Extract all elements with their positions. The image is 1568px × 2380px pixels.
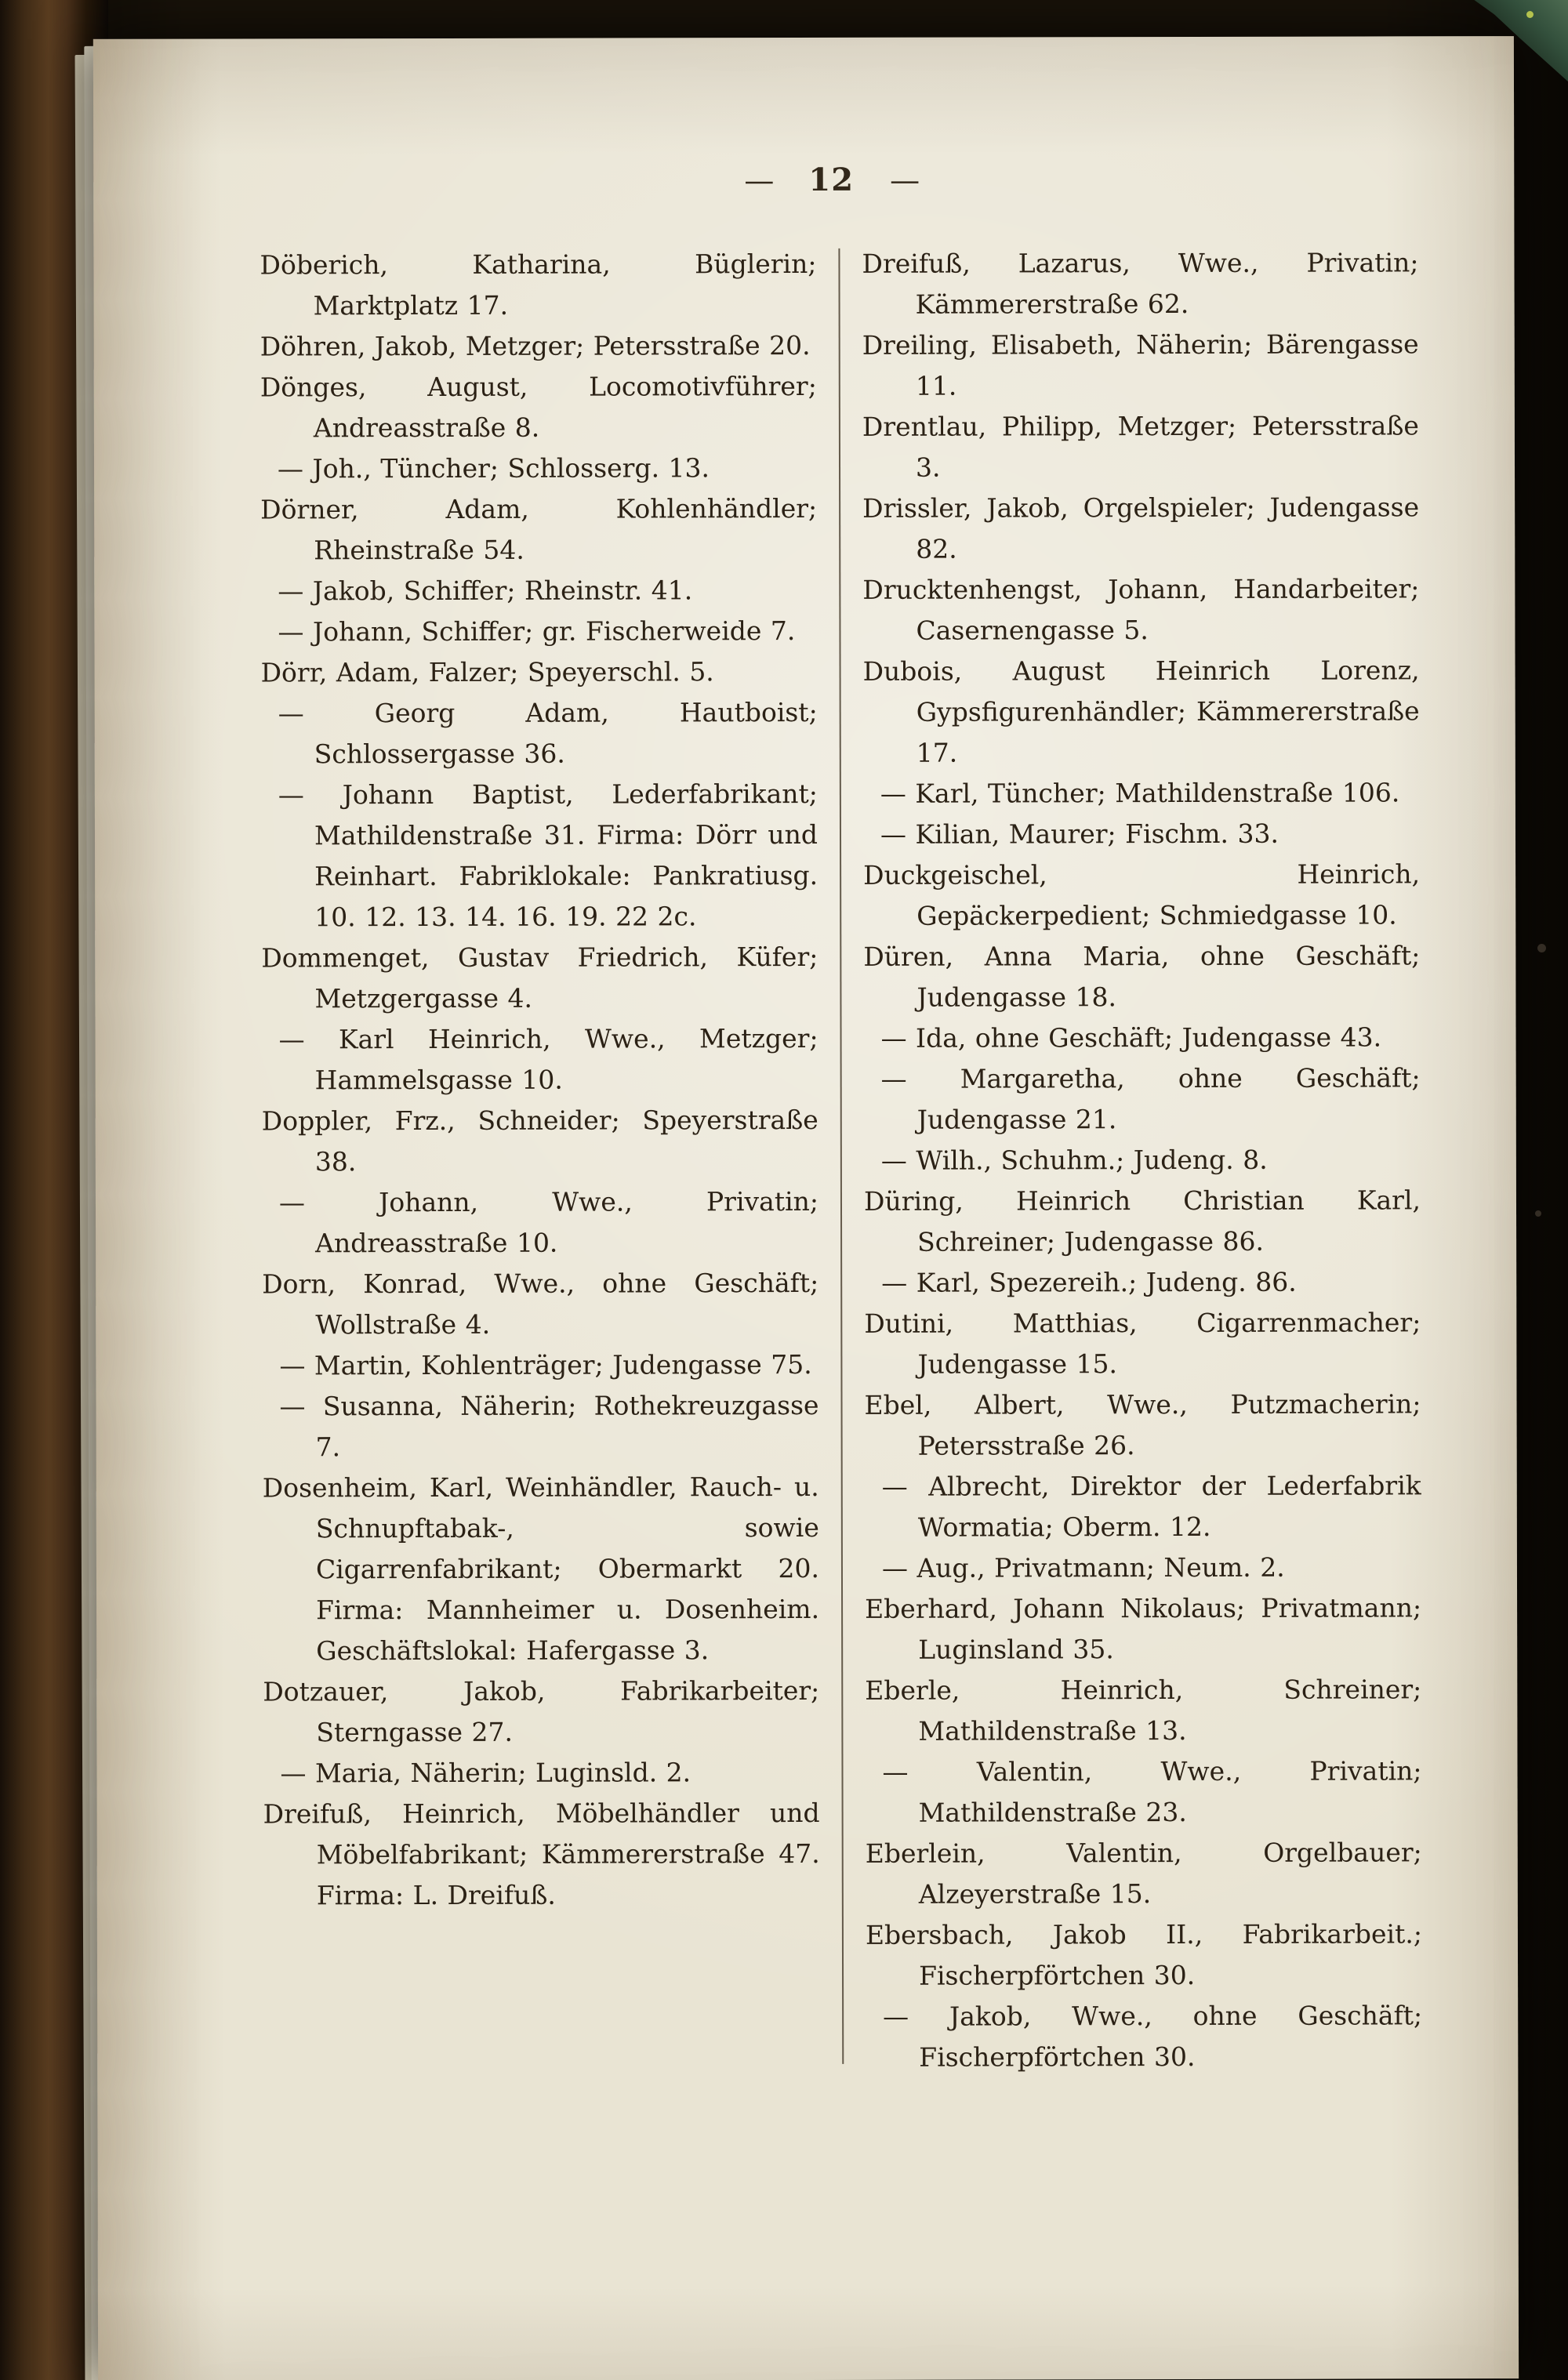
book-page [93,36,1519,2380]
directory-subentry: — Valentin, Wwe., Privatin; Mathildenstraße 23. [882,1755,1422,1828]
directory-entry: Dorn, Konrad, Wwe., ohne Geschäft; Wollstraße 4. [262,1267,819,1341]
directory-entry: Drentlau, Philipp, Metzger; Petersstraße 3. [862,410,1419,483]
directory-subentry: — Susanna, Näherin; Rothekreuzgasse 7. [279,1389,819,1463]
directory-subentry: — Karl, Spezereih.; Judeng. 86. [881,1266,1297,1298]
directory-entry: Dönges, August, Locomotivführer; Andreasstraße 8. [260,370,817,444]
directory-subentry: — Martin, Kohlenträger; Judengasse 75. [279,1348,812,1381]
directory-subentry: — Joh., Tüncher; Schlosserg. 13. [277,452,710,484]
directory-subentry: — Maria, Näherin; Luginsld. 2. [280,1757,691,1789]
directory-entry: Düring, Heinrich Christian Karl, Schreiner; Judengasse 86. [863,1185,1421,1257]
page-header [260,160,1403,199]
directory-entry: Ebersbach, Jakob II., Fabrikarbeit.; Fischerpförtchen 30. [865,1918,1422,1991]
directory-entry: Dubois, August Heinrich Lorenz, Gypsfigurenhändler; Kämmererstraße 17. [862,655,1420,768]
directory-subentry: — Johann Baptist, Lederfabrikant; Mathildenstraße 31. Firma: Dörr und Reinhart. Fabriklokale: Pankratiusg. 10. 12. 13. 14. 16. 19. 22 2c. [278,778,818,933]
header-dash-right: — [890,162,919,198]
directory-content [260,242,1518,2079]
directory-subentry: — Georg Adam, Hautboist; Schlossergasse 36. [278,696,818,770]
directory-subentry: — Jakob, Wwe., ohne Geschäft; Fischerpförtchen 30. [883,2000,1423,2073]
directory-subentry: — Aug., Privatmann; Neum. 2. [881,1551,1285,1584]
page-number: 12 [808,161,855,198]
directory-entry: Dreiling, Elisabeth, Näherin; Bärengasse 11. [862,328,1419,401]
directory-entry: Döberich, Katharina, Büglerin; Marktplatz 17. [260,248,817,321]
left-column [260,244,820,2079]
directory-subentry: — Johann, Schiffer; gr. Fischerweide 7. [278,615,796,648]
column-divider [838,249,844,2064]
directory-entry: Eberle, Heinrich, Schreiner; Mathildenstraße 13. [865,1674,1422,1747]
directory-subentry: — Jakob, Schiffer; Rheinstr. 41. [278,575,693,607]
directory-entry: Döhren, Jakob, Metzger; Petersstraße 20. [260,329,811,362]
directory-subentry: — Wilh., Schuhm.; Judeng. 8. [880,1144,1268,1176]
scan-speck [1526,11,1534,18]
directory-entry: Dörr, Adam, Falzer; Speyerschl. 5. [260,656,714,688]
directory-entry: Dosenheim, Karl, Weinhändler, Rauch- u. Schnupftabak-, sowie Cigarrenfabrikant; Obermarkt 20. Firma: Mannheimer u. Dosenheim. Geschäftslokal: Hafergasse 3. [262,1471,820,1667]
directory-subentry: — Kilian, Maurer; Fischm. 33. [880,818,1279,850]
directory-entry: Drucktenhengst, Johann, Handarbeiter; Casernengasse 5. [862,573,1420,646]
directory-entry: Dotzauer, Jakob, Fabrikarbeiter; Sterngasse 27. [263,1674,820,1748]
directory-subentry: — Karl, Tüncher; Mathildenstraße 106. [880,777,1400,809]
directory-entry: Eberhard, Johann Nikolaus; Privatmann; Luginsland 35. [865,1592,1422,1665]
scan-speck [1537,944,1546,952]
header-dash-left: — [744,162,773,198]
directory-entry: Dutini, Matthias, Cigarrenmacher; Judengasse 15. [864,1307,1421,1380]
directory-entry: Dreifuß, Lazarus, Wwe., Privatin; Kämmererstraße 62. [862,247,1419,320]
directory-subentry: — Albrecht, Direktor der Lederfabrik Wormatia; Oberm. 12. [881,1470,1421,1543]
directory-entry: Düren, Anna Maria, ohne Geschäft; Judengasse 18. [863,940,1421,1013]
directory-subentry: — Ida, ohne Geschäft; Judengasse 43. [880,1021,1382,1054]
directory-entry: Eberlein, Valentin, Orgelbauer; Alzeyerstraße 15. [865,1837,1422,1910]
directory-subentry: — Margaretha, ohne Geschäft; Judengasse 21. [880,1062,1421,1135]
directory-entry: Duckgeischel, Heinrich, Gepäckerpedient; Schmiedgasse 10. [863,858,1421,931]
directory-subentry: — Johann, Wwe., Privatin; Andreasstraße 10. [278,1185,819,1259]
directory-entry: Drissler, Jakob, Orgelspieler; Judengasse 82. [862,492,1420,564]
directory-subentry: — Karl Heinrich, Wwe., Metzger; Hammelsgasse 10. [278,1022,818,1096]
directory-entry: Dreifuß, Heinrich, Möbelhändler und Möbelfabrikant; Kämmererstraße 47. Firma: L. Dreifuß. [263,1797,820,1911]
directory-entry: Doppler, Frz., Schneider; Speyerstraße 38. [261,1104,818,1177]
directory-entry: Ebel, Albert, Wwe., Putzmacherin; Petersstraße 26. [864,1388,1421,1461]
directory-entry: Dörner, Adam, Kohlenhändler; Rheinstraße 54. [260,492,818,566]
right-column [862,242,1422,2077]
directory-entry: Dommenget, Gustav Friedrich, Küfer; Metzgergasse 4. [261,941,818,1014]
scan-speck [1535,1210,1541,1217]
